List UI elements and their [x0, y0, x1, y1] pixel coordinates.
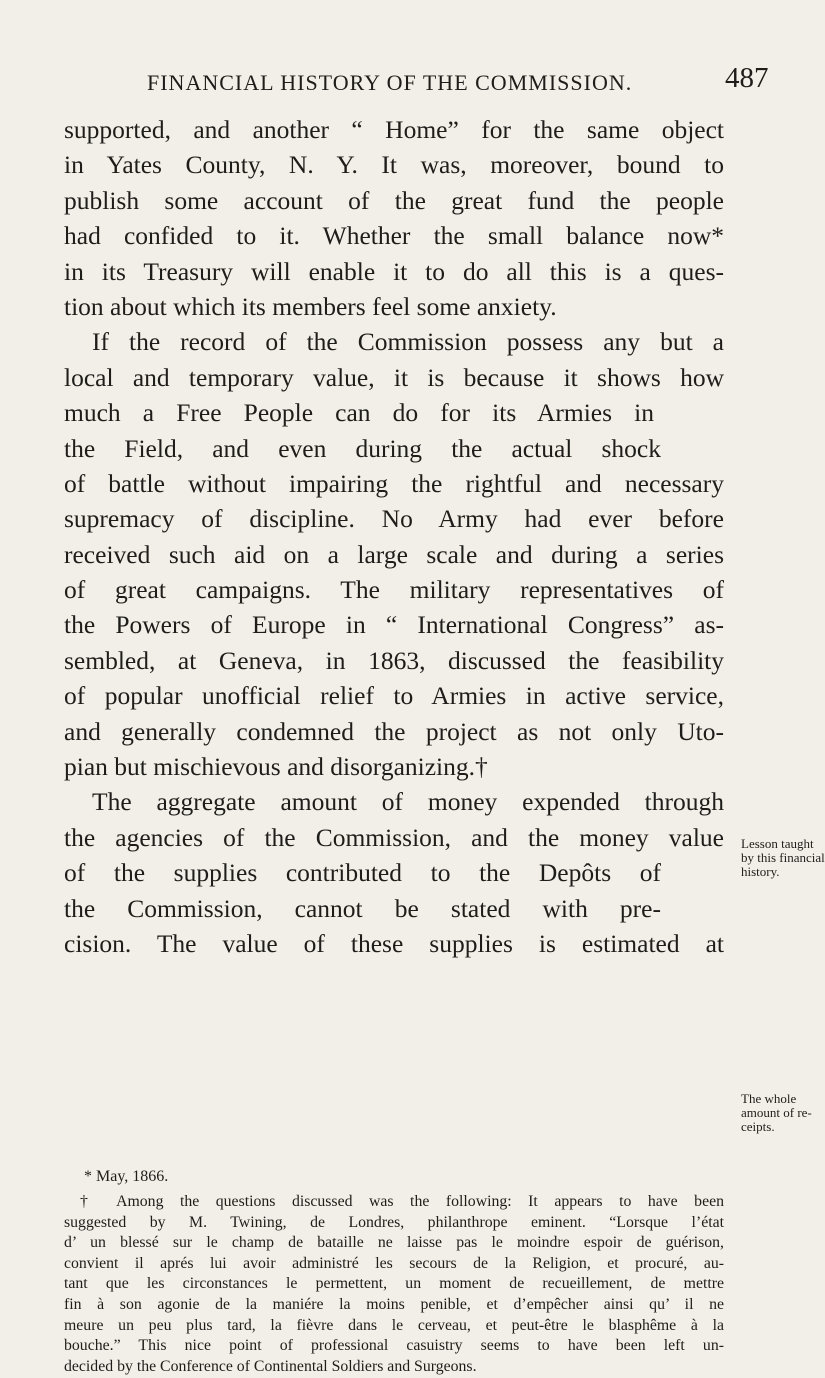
footnote-star: * May, 1866.	[84, 1168, 169, 1185]
body-line: received such aid on a large scale and during a series	[64, 539, 724, 569]
body-line: the agencies of the Commission, and the money value	[64, 822, 724, 852]
body-line: sembled, at Geneva, in 1863, discussed the feasibility	[64, 645, 724, 675]
running-title: FINANCIAL HISTORY OF THE COMMISSION.	[147, 70, 633, 95]
footnote-line: suggested by M. Twining, de Londres, philanthrope eminent. “Lorsque l’état	[64, 1213, 724, 1231]
body-line: in its Treasury will enable it to do all this is a ques-	[64, 256, 724, 286]
body-line: of great campaigns. The military representatives of	[64, 575, 724, 605]
body-line: supported, and another “ Home” for the same object	[64, 115, 724, 144]
body-line: much a Free People can do for its Armies in	[64, 398, 654, 428]
body-line: of the supplies contributed to the Depôts of	[64, 858, 661, 888]
margin-note-line: The whole	[741, 1091, 797, 1106]
body-line: the Field, and even during the actual shock	[64, 433, 661, 463]
footnote-line: meure un peu plus tard, la fièvre dans le cerveau, et peut-être le blasphême à la	[64, 1316, 724, 1334]
body-line: tion about which its members feel some anxiety.	[64, 291, 557, 321]
body-line: If the record of the Commission possess any but a	[92, 327, 724, 357]
body-line: of popular unofficial relief to Armies in active service,	[64, 681, 724, 711]
footnote-line: d’ un blessé sur le champ de bataille ne laisse pas le moindre espoir de guérison,	[64, 1234, 724, 1252]
body-line: pian but mischievous and disorganizing.†	[64, 752, 488, 782]
body-text	[64, 112, 724, 961]
running-header	[0, 62, 801, 102]
margin-note-line: amount of re-	[741, 1105, 812, 1120]
body-line: local and temporary value, it is because it shows how	[64, 362, 724, 392]
body-line: of battle without impairing the rightful and necessary	[64, 468, 724, 498]
footnote-line: tant que les circonstances le permettent, un moment de recueillement, de mettre	[64, 1275, 724, 1293]
body-line: the Powers of Europe in “ International Congress” as-	[64, 610, 724, 640]
margin-note-line: ceipts.	[741, 1119, 775, 1134]
footnote-line: convient il aprés lui avoir administré les secours de la Religion, et procuré, au-	[64, 1254, 724, 1272]
margin-note-lesson	[741, 836, 825, 879]
body-line: and generally condemned the project as not only Uto-	[64, 716, 724, 746]
body-line: publish some account of the great fund the people	[64, 185, 724, 215]
footnote-line: decided by the Conference of Continental Soldiers and Surgeons.	[64, 1357, 477, 1375]
page-number: 487	[725, 62, 769, 94]
margin-note-line: by this financial	[741, 850, 825, 865]
margin-note-line: Lesson taught	[741, 836, 814, 851]
body-line: had confided to it. Whether the small balance now*	[64, 221, 724, 251]
margin-note-receipts	[741, 1091, 812, 1134]
footnotes	[64, 1168, 724, 1377]
body-line: the Commission, cannot be stated with pre-	[64, 893, 661, 923]
body-line: supremacy of discipline. No Army had ever before	[64, 504, 724, 534]
body-line: The aggregate amount of money expended through	[92, 787, 724, 817]
body-line: cision. The value of these supplies is estimated at	[64, 928, 724, 958]
footnote-line: fin à son agonie de la maniére la moins penible, et d’empêcher ainsi qu’ il ne	[64, 1295, 724, 1313]
footnote-line: bouche.” This nice point of professional casuistry seems to have been left un-	[64, 1337, 724, 1355]
body-line: in Yates County, N. Y. It was, moreover, bound to	[64, 150, 724, 180]
margin-note-line: history.	[741, 864, 780, 879]
footnote-line: † Among the questions discussed was the following: It appears to have been	[80, 1193, 724, 1210]
